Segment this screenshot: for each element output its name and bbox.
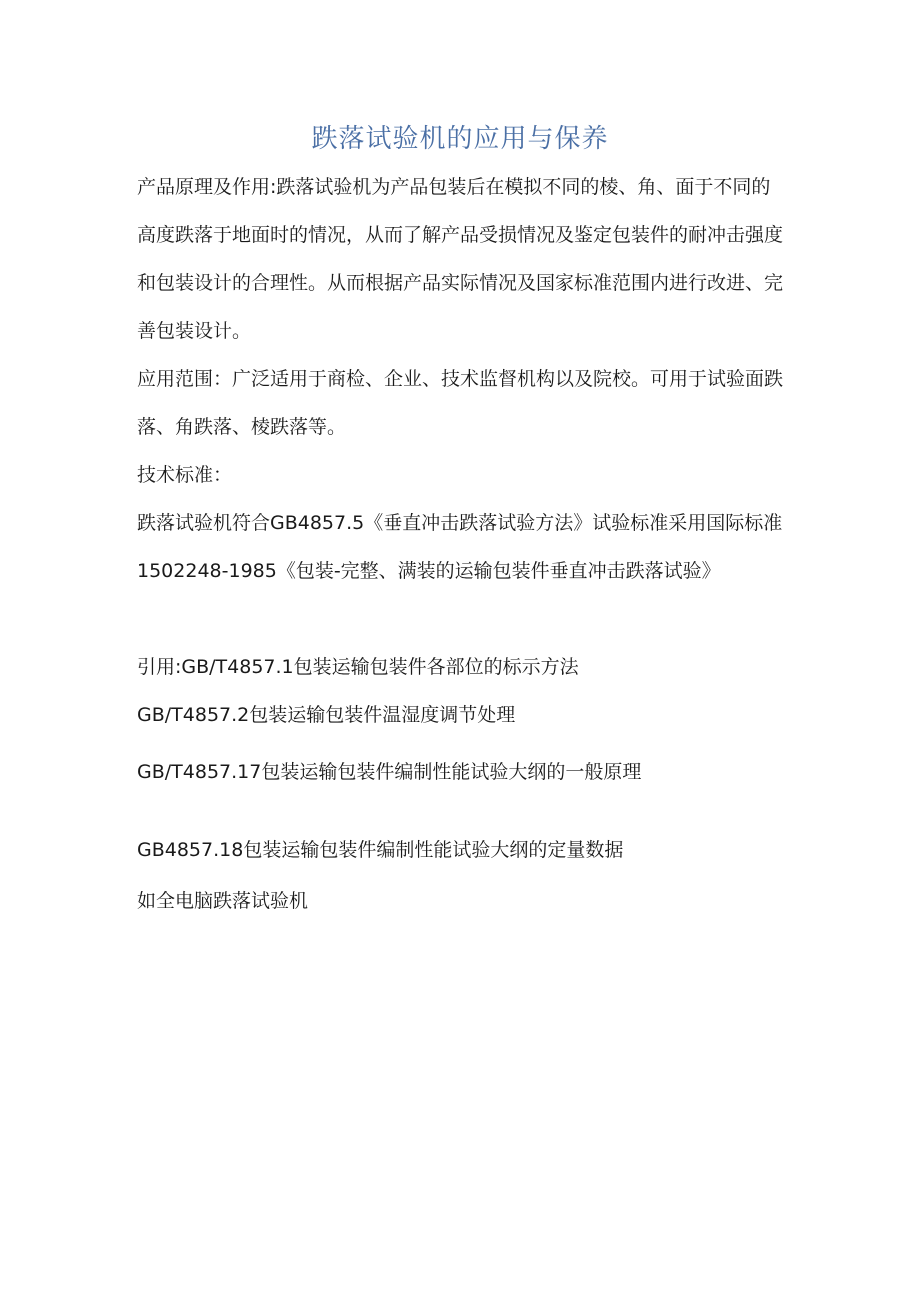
document-title: 跌落试验机的应用与保养 xyxy=(311,124,609,154)
reference-line: 引用:GB/T4857.1包装运输包装件各部位的标示方法 xyxy=(137,656,579,678)
principle-paragraph: 产品原理及作用:跌落试验机为产品包装后在模拟不同的棱、角、面于不同的高度跌落于地面时的情况，从而了解产品受损情况及鉴定包装件的耐冲击强度和包装设计的合理性。从而根据产品实际情况及国家标准范围内进行改进、完善包装设计。 xyxy=(137,176,784,342)
closing-line: 如全电脑跌落试验机 xyxy=(137,890,309,912)
reference-line: GB/T4857.2包装运输包装件温湿度调节处理 xyxy=(137,704,516,726)
reference-line: GB4857.18包装运输包装件编制性能试验大纲的定量数据 xyxy=(137,839,624,861)
standard-paragraph: 跌落试验机符合GB4857.5《垂直冲击跌落试验方法》试验标准采用国际标准1502248-1985《包装-完整、满装的运输包装件垂直冲击跌落试验》 xyxy=(137,512,783,582)
scope-paragraph: 应用范围：广泛适用于商检、企业、技术监督机构以及院校。可用于试验面跌落、角跌落、棱跌落等。 xyxy=(137,368,784,438)
reference-line: GB/T4857.17包装运输包装件编制性能试验大纲的一般原理 xyxy=(137,761,642,783)
standard-heading: 技术标准： xyxy=(137,464,233,486)
